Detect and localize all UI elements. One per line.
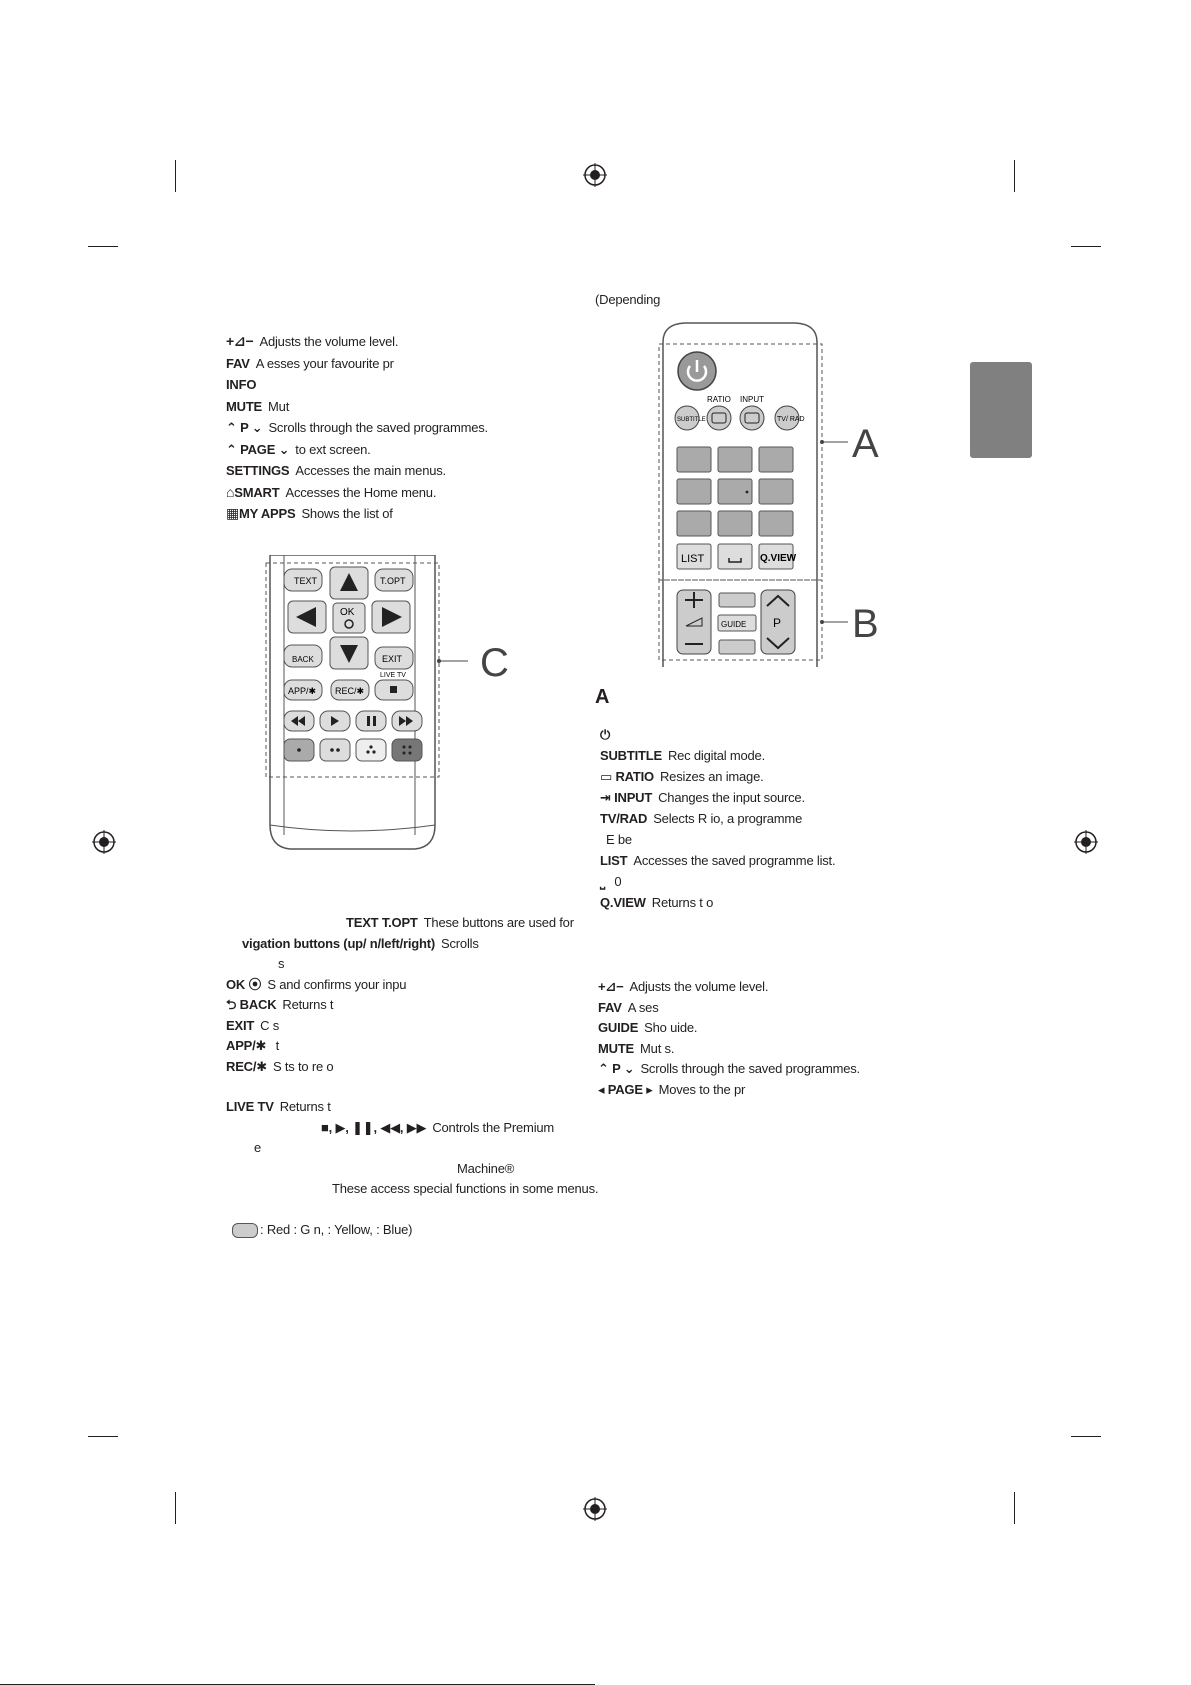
back-button-label: BACK [292,655,314,664]
button-key-name: GUIDE [598,1020,639,1035]
button-description: Accesses the Home menu. [285,484,437,500]
button-description: Adjusts the volume level. [259,334,399,349]
button-key-name: FAV [226,355,250,371]
crop-mark [175,160,176,192]
tvrad-label: TV/ RAD [777,416,805,423]
button-description: C s [260,1017,280,1033]
description-row [600,895,713,911]
description-row [600,832,632,848]
button-key-name: MY APPS [239,506,296,521]
button-key-name: LIST [600,853,628,868]
description-row [326,1181,598,1197]
button-description: Mut s. [640,1040,675,1056]
button-description: Sho uide. [644,1020,698,1035]
region-a-letter: A [852,422,879,466]
remote-control-c-illustration [260,555,520,855]
input-label: INPUT [740,395,764,404]
button-key-name: ⌃ P ⌄ [598,1061,635,1076]
button-description: Accesses the main menus. [295,463,446,478]
crop-mark [175,1492,176,1524]
button-key-name: ⇥ INPUT [600,790,653,805]
description-row [600,874,621,890]
p-label: P [773,616,782,630]
button-description: Adjusts the volume level. [629,979,769,994]
button-key-name: LIVE TV [226,1099,274,1114]
button-description: to ext screen. [295,441,371,457]
crop-mark [1071,246,1101,247]
button-description: Returns t [282,997,334,1012]
description-row [226,1018,279,1034]
registration-mark-icon [92,830,116,854]
button-key-name: ⮌ BACK [226,997,277,1012]
region-c-letter: C [480,641,509,685]
description-row [598,1000,659,1016]
ok-button-label: OK [340,607,355,618]
registration-mark-icon [1074,830,1098,854]
button-description: Returns t [279,1099,331,1114]
description-row [226,441,371,458]
description-row [226,484,436,501]
crop-mark [88,1436,118,1437]
button-description: s [278,956,285,971]
button-description: Accesses the saved programme list. [633,853,836,868]
crop-mark [1071,1436,1101,1437]
guide-label: GUIDE [721,620,747,629]
button-description: Selects R io, a programme [653,811,803,826]
description-row [226,376,262,393]
description-row [600,748,765,764]
description-row [600,853,835,869]
button-key-name: ⏻ [600,727,611,742]
description-row [226,355,394,372]
description-row [598,979,768,995]
registration-mark-icon [583,1497,607,1521]
button-description: E be [606,832,632,847]
description-row [226,419,488,436]
description-row [272,956,284,972]
button-symbol: ⌂ [226,483,235,500]
description-row [242,936,479,952]
button-description: These buttons are used for [423,915,574,930]
button-key-name: REC/✱ [226,1058,267,1074]
description-row [346,915,574,931]
button-description: A esses your favourite pr [255,355,394,371]
button-description: Shows the list of [301,506,393,521]
subtitle-label: SUBTITLE [677,417,706,423]
button-description: Rec digital mode. [667,748,765,763]
description-row [451,1161,514,1177]
button-key-name: SUBTITLE [600,748,662,763]
list-label: LIST [681,553,705,565]
description-row [598,1061,860,1077]
button-key-name: ▭ RATIO [600,769,654,784]
description-row [598,1020,697,1036]
button-key-name: TV/RAD [600,811,648,826]
region-b-letter: B [852,602,879,646]
button-key-name: MUTE [226,398,263,414]
button-description: A ses [627,999,659,1015]
button-description: These access special functions in some menus. [332,1181,599,1196]
button-description: e [254,1140,262,1155]
topt-button-label: T.OPT [380,576,406,586]
ratio-label: RATIO [707,395,731,404]
description-row [321,1120,554,1136]
button-description: Scrolls through the saved programmes. [268,420,488,435]
button-key-name: INFO [226,377,257,392]
button-key-name: SMART [234,484,280,500]
description-row [226,462,446,479]
description-row [600,811,802,827]
button-description: Mut [268,398,290,414]
registration-mark-icon [583,163,607,187]
button-key-name: OK ⦿ [226,976,262,992]
button-key-name: ◂ PAGE ▸ [598,1081,653,1097]
side-tab [970,362,1032,458]
button-key-name: +⊿− [598,979,624,994]
description-row [598,1082,745,1098]
qview-label: Q.VIEW [760,553,797,564]
app-button-label: APP/✱ [288,686,317,696]
button-description: Controls the Premium [432,1119,555,1135]
button-key-name: vigation buttons (up/ n/left/right) [242,935,436,951]
button-description: S ts to re o [272,1058,334,1074]
color-keys-text: : Red : G n, : Yellow, : Blue) [260,1222,413,1237]
button-description: Machine® [457,1160,515,1176]
intro-text: (Depending [595,292,661,307]
button-key-name: ⌃ PAGE ⌄ [226,441,290,457]
button-key-name: ⎵ [600,874,606,889]
crop-mark [1014,1492,1015,1524]
button-description: S and confirms your inpu [267,976,407,992]
description-row [248,1140,261,1156]
button-description: Returns t o [651,895,714,910]
button-key-name: APP/✱ [226,1038,267,1053]
button-description: Moves to the pr [658,1081,746,1097]
exit-button-label: EXIT [382,654,403,664]
button-key-name: MUTE [598,1040,635,1056]
red-key-icon [232,1223,258,1238]
button-description: t [272,1038,280,1053]
description-row [226,333,398,350]
description-row [226,505,393,522]
button-symbol: +⊿− [226,333,254,349]
description-row [226,1099,331,1115]
description-row [600,769,764,785]
crop-mark [88,246,118,247]
rec-button-label: REC/✱ [335,686,365,696]
description-row [226,997,333,1013]
button-description: 0 [611,874,622,889]
description-row [600,727,616,743]
color-keys-line [230,1222,412,1238]
livetv-label: LIVE TV [380,672,406,679]
section-a-title: A [595,686,610,708]
description-row [226,1038,279,1054]
description-row [598,1041,674,1057]
button-key-name: ⌃ P ⌄ [226,420,263,435]
button-key-name: TEXT T.OPT [346,915,418,930]
button-symbol: ▦ [226,505,240,521]
button-description: Changes the input source. [658,790,805,805]
description-row [226,977,406,993]
button-description: Scrolls [441,935,479,951]
description-row [226,1059,333,1075]
crop-mark [1014,160,1015,192]
button-key-name: EXIT [226,1017,255,1033]
description-row [600,790,805,806]
button-key-name: Q.VIEW [600,895,646,910]
button-description: Resizes an image. [659,769,764,784]
button-key-name: FAV [598,999,622,1015]
button-description: Scrolls through the saved programmes. [640,1061,860,1076]
description-row [226,398,289,415]
button-key-name: SETTINGS [226,463,290,478]
remote-control-ab-illustration [655,322,895,667]
text-button-label: TEXT [294,576,318,586]
button-key-name: ■, ▶, ❚❚, ◀◀, ▶▶ [321,1119,427,1135]
